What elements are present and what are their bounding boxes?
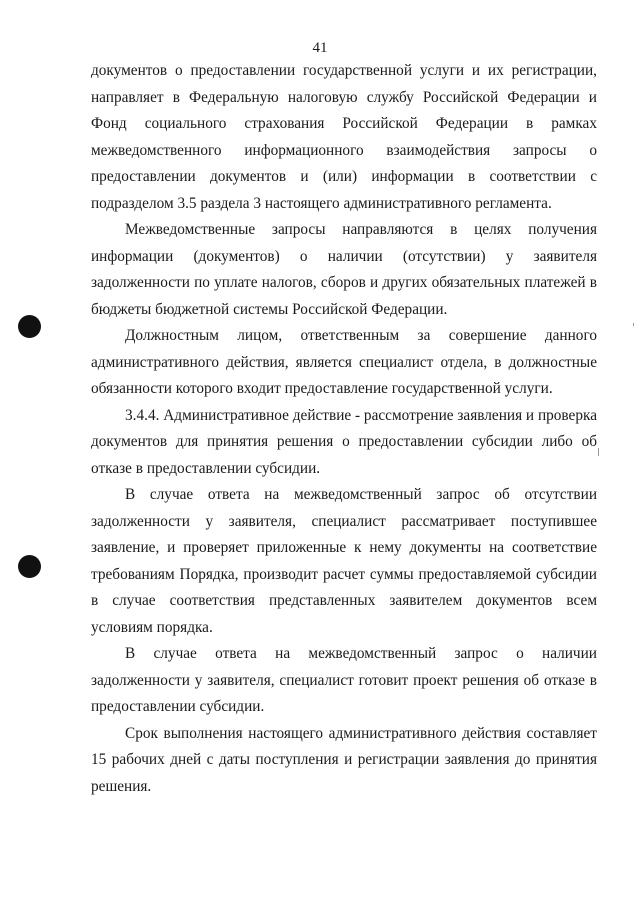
scan-speck <box>633 323 634 326</box>
paragraph-deadline: Срок выполнения настоящего административного действия составляет 15 рабочих дней с даты поступления и регистрации заявления до принятия решения. <box>91 724 597 795</box>
punch-hole-bottom <box>18 555 41 578</box>
paragraph-continuation: документов о предоставлении государственной услуги и их регистрации, направляет в Федеральную налоговую службу Российской Федерации и Фонд социального страхования Российской Федерации в рамках межведомственного информационного взаимодействия запросы о предоставлении документов и (или) информации в соответствии с подразделом 3.5 раздела 3 настоящего административного регламента. <box>91 62 597 212</box>
document-body <box>91 58 597 800</box>
paragraph-section-3-4-4: 3.4.4. Административное действие - рассмотрение заявления и проверка документов для принятия решения о предоставлении субсидии либо об отказе в предоставлении субсидии. <box>91 406 597 477</box>
scan-speck <box>598 448 599 456</box>
paragraph-interagency-requests: Межведомственные запросы направляются в целях получения информации (документов) о наличии (отсутствии) у заявителя задолженности по уплате налогов, сборов и других обязательных платежей в бюджеты бюджетной системы Российской Федерации. <box>91 221 597 318</box>
page-number: 41 <box>312 40 328 56</box>
paragraph-no-debt-case: В случае ответа на межведомственный запрос об отсутствии задолженности у заявителя, специалист рассматривает поступившее заявление, и проверяет приложенные к нему документы на соответствие требованиям Порядка, производит расчет суммы предоставляемой субсидии в случае соответствия представленных заявителем документов всем условиям порядка. <box>91 486 597 636</box>
paragraph-responsible-official: Должностным лицом, ответственным за совершение данного административного действия, является специалист отдела, в должностные обязанности которого входит предоставление государственной услуги. <box>91 327 597 397</box>
paragraph-debt-case: В случае ответа на межведомственный запрос о наличии задолженности у заявителя, специалист готовит проект решения об отказе в предоставлении субсидии. <box>91 645 597 715</box>
punch-hole-top <box>18 315 41 338</box>
